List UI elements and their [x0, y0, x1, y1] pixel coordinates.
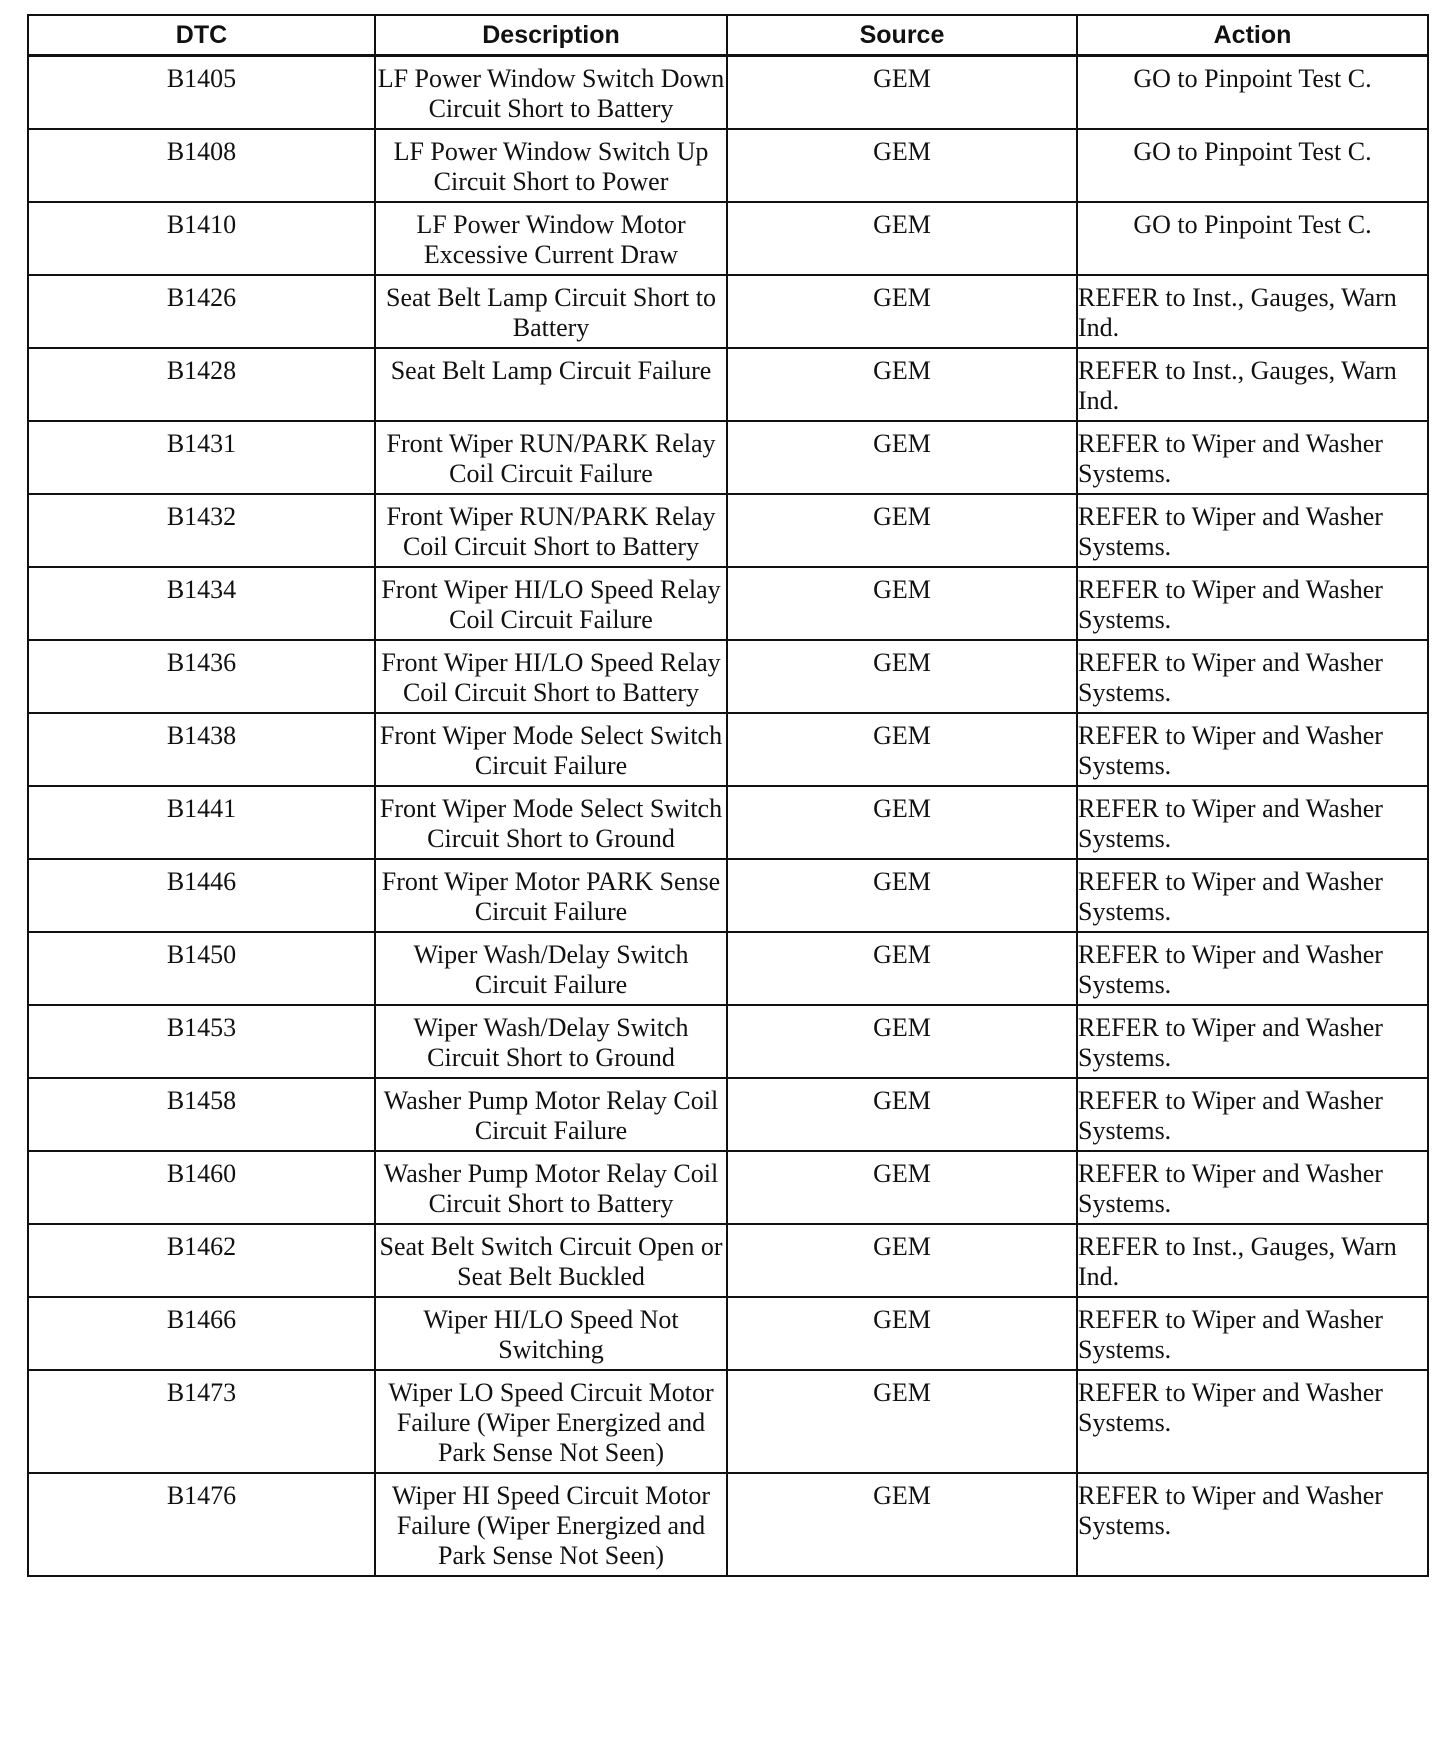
table-header-row: [28, 15, 1428, 56]
table-row: [28, 786, 1428, 859]
dtc-source: GEM: [727, 1473, 1077, 1576]
dtc-source: GEM: [727, 1078, 1077, 1151]
dtc-code: B1476: [28, 1473, 375, 1576]
table-row: [28, 202, 1428, 275]
dtc-description: Front Wiper Mode Select Switch Circuit Failure: [375, 713, 727, 786]
dtc-description: LF Power Window Switch Up Circuit Short to Power: [375, 129, 727, 202]
dtc-source: GEM: [727, 567, 1077, 640]
dtc-action: REFER to Wiper and Washer Systems.: [1077, 1370, 1428, 1473]
dtc-action: GO to Pinpoint Test C.: [1077, 202, 1428, 275]
dtc-code: B1408: [28, 129, 375, 202]
dtc-source: GEM: [727, 1151, 1077, 1224]
dtc-action: REFER to Wiper and Washer Systems.: [1077, 786, 1428, 859]
dtc-code: B1438: [28, 713, 375, 786]
table-row: [28, 348, 1428, 421]
dtc-description: Wiper Wash/Delay Switch Circuit Short to Ground: [375, 1005, 727, 1078]
table-row: [28, 713, 1428, 786]
dtc-action: REFER to Wiper and Washer Systems.: [1077, 1473, 1428, 1576]
table-row: [28, 1297, 1428, 1370]
dtc-source: GEM: [727, 494, 1077, 567]
dtc-code: B1450: [28, 932, 375, 1005]
table-row: [28, 1005, 1428, 1078]
dtc-source: GEM: [727, 640, 1077, 713]
table-row: [28, 1473, 1428, 1576]
dtc-code: B1436: [28, 640, 375, 713]
dtc-description: LF Power Window Motor Excessive Current Draw: [375, 202, 727, 275]
dtc-action: REFER to Wiper and Washer Systems.: [1077, 1297, 1428, 1370]
dtc-description: Front Wiper Mode Select Switch Circuit Short to Ground: [375, 786, 727, 859]
dtc-action: REFER to Wiper and Washer Systems.: [1077, 494, 1428, 567]
dtc-action: REFER to Inst., Gauges, Warn Ind.: [1077, 348, 1428, 421]
dtc-description: Washer Pump Motor Relay Coil Circuit Short to Battery: [375, 1151, 727, 1224]
header-dtc: DTC: [28, 15, 375, 56]
dtc-source: GEM: [727, 202, 1077, 275]
dtc-source: GEM: [727, 56, 1077, 130]
dtc-description: Front Wiper Motor PARK Sense Circuit Failure: [375, 859, 727, 932]
dtc-source: GEM: [727, 1005, 1077, 1078]
dtc-description: Front Wiper RUN/PARK Relay Coil Circuit Short to Battery: [375, 494, 727, 567]
dtc-table: [27, 14, 1429, 1577]
dtc-action: REFER to Wiper and Washer Systems.: [1077, 1078, 1428, 1151]
table-row: [28, 859, 1428, 932]
dtc-source: GEM: [727, 786, 1077, 859]
table-row: [28, 1151, 1428, 1224]
dtc-action: REFER to Wiper and Washer Systems.: [1077, 567, 1428, 640]
dtc-code: B1458: [28, 1078, 375, 1151]
dtc-description: Wiper Wash/Delay Switch Circuit Failure: [375, 932, 727, 1005]
table-row: [28, 275, 1428, 348]
dtc-table-page: [27, 14, 1427, 1577]
dtc-code: B1432: [28, 494, 375, 567]
dtc-source: GEM: [727, 713, 1077, 786]
dtc-description: LF Power Window Switch Down Circuit Short to Battery: [375, 56, 727, 130]
dtc-code: B1410: [28, 202, 375, 275]
dtc-action: GO to Pinpoint Test C.: [1077, 129, 1428, 202]
table-row: [28, 421, 1428, 494]
dtc-source: GEM: [727, 859, 1077, 932]
dtc-description: Seat Belt Lamp Circuit Short to Battery: [375, 275, 727, 348]
dtc-action: REFER to Wiper and Washer Systems.: [1077, 932, 1428, 1005]
dtc-description: Seat Belt Lamp Circuit Failure: [375, 348, 727, 421]
dtc-code: B1473: [28, 1370, 375, 1473]
dtc-code: B1466: [28, 1297, 375, 1370]
dtc-code: B1453: [28, 1005, 375, 1078]
dtc-action: REFER to Inst., Gauges, Warn Ind.: [1077, 275, 1428, 348]
dtc-description: Wiper HI/LO Speed Not Switching: [375, 1297, 727, 1370]
table-row: [28, 1224, 1428, 1297]
dtc-action: REFER to Wiper and Washer Systems.: [1077, 1005, 1428, 1078]
dtc-description: Front Wiper RUN/PARK Relay Coil Circuit Failure: [375, 421, 727, 494]
table-row: [28, 1078, 1428, 1151]
dtc-source: GEM: [727, 348, 1077, 421]
dtc-action: REFER to Wiper and Washer Systems.: [1077, 859, 1428, 932]
table-row: [28, 567, 1428, 640]
dtc-action: GO to Pinpoint Test C.: [1077, 56, 1428, 130]
dtc-action: REFER to Wiper and Washer Systems.: [1077, 640, 1428, 713]
dtc-description: Seat Belt Switch Circuit Open or Seat Belt Buckled: [375, 1224, 727, 1297]
dtc-action: REFER to Wiper and Washer Systems.: [1077, 1151, 1428, 1224]
dtc-description: Wiper LO Speed Circuit Motor Failure (Wiper Energized and Park Sense Not Seen): [375, 1370, 727, 1473]
table-row: [28, 494, 1428, 567]
dtc-code: B1405: [28, 56, 375, 130]
dtc-description: Front Wiper HI/LO Speed Relay Coil Circuit Failure: [375, 567, 727, 640]
dtc-action: REFER to Wiper and Washer Systems.: [1077, 713, 1428, 786]
dtc-code: B1431: [28, 421, 375, 494]
dtc-source: GEM: [727, 1297, 1077, 1370]
header-source: Source: [727, 15, 1077, 56]
table-row: [28, 932, 1428, 1005]
dtc-code: B1441: [28, 786, 375, 859]
dtc-source: GEM: [727, 421, 1077, 494]
dtc-code: B1434: [28, 567, 375, 640]
table-body: [28, 56, 1428, 1577]
dtc-description: Washer Pump Motor Relay Coil Circuit Failure: [375, 1078, 727, 1151]
header-description: Description: [375, 15, 727, 56]
dtc-source: GEM: [727, 1370, 1077, 1473]
dtc-source: GEM: [727, 932, 1077, 1005]
dtc-source: GEM: [727, 275, 1077, 348]
dtc-code: B1428: [28, 348, 375, 421]
dtc-action: REFER to Inst., Gauges, Warn Ind.: [1077, 1224, 1428, 1297]
dtc-source: GEM: [727, 1224, 1077, 1297]
dtc-code: B1426: [28, 275, 375, 348]
dtc-code: B1460: [28, 1151, 375, 1224]
dtc-description: Wiper HI Speed Circuit Motor Failure (Wiper Energized and Park Sense Not Seen): [375, 1473, 727, 1576]
dtc-code: B1462: [28, 1224, 375, 1297]
table-row: [28, 129, 1428, 202]
table-row: [28, 56, 1428, 130]
dtc-source: GEM: [727, 129, 1077, 202]
dtc-action: REFER to Wiper and Washer Systems.: [1077, 421, 1428, 494]
header-action: Action: [1077, 15, 1428, 56]
table-row: [28, 640, 1428, 713]
dtc-description: Front Wiper HI/LO Speed Relay Coil Circuit Short to Battery: [375, 640, 727, 713]
dtc-code: B1446: [28, 859, 375, 932]
table-row: [28, 1370, 1428, 1473]
